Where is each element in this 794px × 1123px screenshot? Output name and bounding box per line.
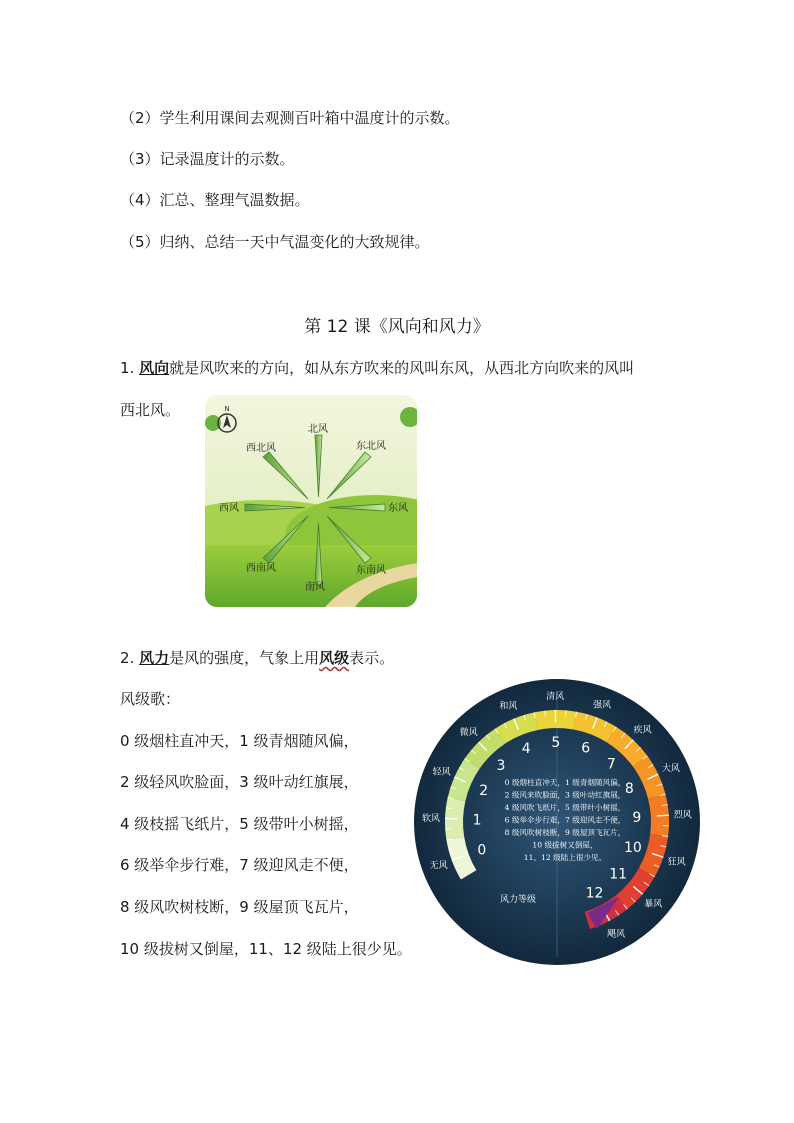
dial-center-line: 10 级拔树又倒屋，	[532, 840, 598, 850]
dial-wind-name: 清风	[546, 692, 565, 703]
label-south-wind: 南风	[305, 582, 325, 593]
dial-level-number: 0	[477, 842, 487, 859]
label-northeast-wind: 东北风	[356, 441, 386, 452]
step-3: （3）记录温度计的示数。	[120, 150, 295, 168]
wind-force-dial	[405, 677, 710, 967]
dial-level-number: 11	[609, 866, 628, 883]
song-line: 4 级枝摇飞纸片，5 级带叶小树摇，	[120, 815, 359, 833]
song-title: 风级歌：	[120, 690, 181, 708]
label-north-wind: 北风	[308, 424, 328, 435]
label-west-wind: 西风	[219, 503, 239, 514]
dial-level-number: 4	[521, 741, 531, 758]
dial-level-number: 7	[606, 756, 616, 773]
song-line: 6 级举伞步行难，7 级迎风走不便，	[120, 856, 359, 874]
dial-wind-name: 微风	[459, 728, 478, 739]
label-northwest-wind: 西北风	[246, 443, 276, 454]
dial-level-number: 8	[624, 780, 634, 797]
dial-wind-name: 无风	[429, 861, 448, 872]
dial-level-number: 2	[479, 782, 489, 799]
dial-wind-name: 疾风	[633, 725, 652, 736]
dial-level-number: 1	[472, 812, 482, 829]
dial-level-number: 6	[581, 740, 591, 757]
dial-wind-name: 大风	[661, 764, 680, 775]
p1-prefix: 1.	[120, 359, 140, 377]
dial-center-line: 0 级烟柱直冲天，1 级青烟随风偏，	[504, 778, 626, 787]
dial-center-line: 2 级风来吹脸面，3 级叶动红旗展，	[504, 790, 626, 800]
term-wind-scale: 风级	[319, 649, 350, 667]
dial-center-line: 4 级风吹飞纸片，5 级带叶小树摇，	[504, 803, 626, 812]
dial-center-line: 6 级举伞步行艰，7 级迎风走不便，	[504, 815, 626, 825]
dial-wind-name: 狂风	[667, 857, 686, 868]
song-line: 2 级轻风吹脸面，3 级叶动红旗展，	[120, 773, 359, 791]
term-wind-direction: 风向	[139, 359, 170, 377]
dial-level-number: 12	[585, 885, 604, 902]
wind-direction-paragraph	[120, 358, 634, 378]
dial-center-line: 8 级风吹树枝断，9 级屋顶飞瓦片，	[504, 828, 626, 837]
step-5: （5）归纳、总结一天中气温变化的大致规律。	[120, 233, 430, 251]
north-mark-label: N	[224, 405, 230, 413]
song-line: 10 级拔树又倒屋，11、12 级陆上很少见。	[120, 940, 412, 958]
song-line: 0 级烟柱直冲天，1 级青烟随风偏，	[120, 732, 359, 750]
dial-center-line: 11、12 级陆上很少见。	[523, 853, 607, 862]
p2-text1: 是风的强度，气象上用	[169, 649, 320, 667]
lesson-title: 第 12 课《风向和风力》	[304, 317, 490, 337]
song-line: 8 级风吹树枝断，9 级屋顶飞瓦片，	[120, 898, 359, 916]
step-2: （2）学生利用课间去观测百叶箱中温度计的示数。	[120, 109, 460, 127]
label-southeast-wind: 东南风	[356, 565, 386, 576]
label-southwest-wind: 西南风	[246, 563, 276, 574]
dial-level-number: 9	[632, 810, 642, 827]
dial-tick	[657, 815, 669, 816]
dial-level-number: 3	[496, 757, 506, 774]
wind-direction-paragraph-cont: 西北风。	[120, 401, 181, 419]
dial-wind-name: 强风	[593, 700, 612, 711]
p1-text: 就是风吹来的方向，如从东方吹来的风叫东风，从西北方向吹来的风叫	[169, 359, 635, 377]
dial-wind-name: 软风	[422, 813, 441, 824]
dial-level-number: 5	[551, 735, 561, 752]
dial-caption: 风力等级	[500, 895, 537, 905]
dial-wind-name: 和风	[499, 701, 518, 712]
step-4: （4）汇总、整理气温数据。	[120, 191, 310, 209]
dial-wind-name: 烈风	[673, 810, 692, 821]
p2-text2: 表示。	[349, 649, 395, 667]
wind-force-paragraph	[120, 648, 394, 668]
dial-level-number: 10	[624, 840, 642, 857]
dial-wind-name: 飓风	[607, 929, 626, 940]
compass-rose-illustration	[205, 395, 417, 607]
dial-wind-name: 轻风	[432, 767, 451, 778]
dial-wind-name: 暴风	[644, 899, 663, 910]
p2-prefix: 2.	[120, 649, 140, 667]
label-east-wind: 东风	[388, 503, 408, 514]
term-wind-force: 风力	[139, 649, 170, 667]
